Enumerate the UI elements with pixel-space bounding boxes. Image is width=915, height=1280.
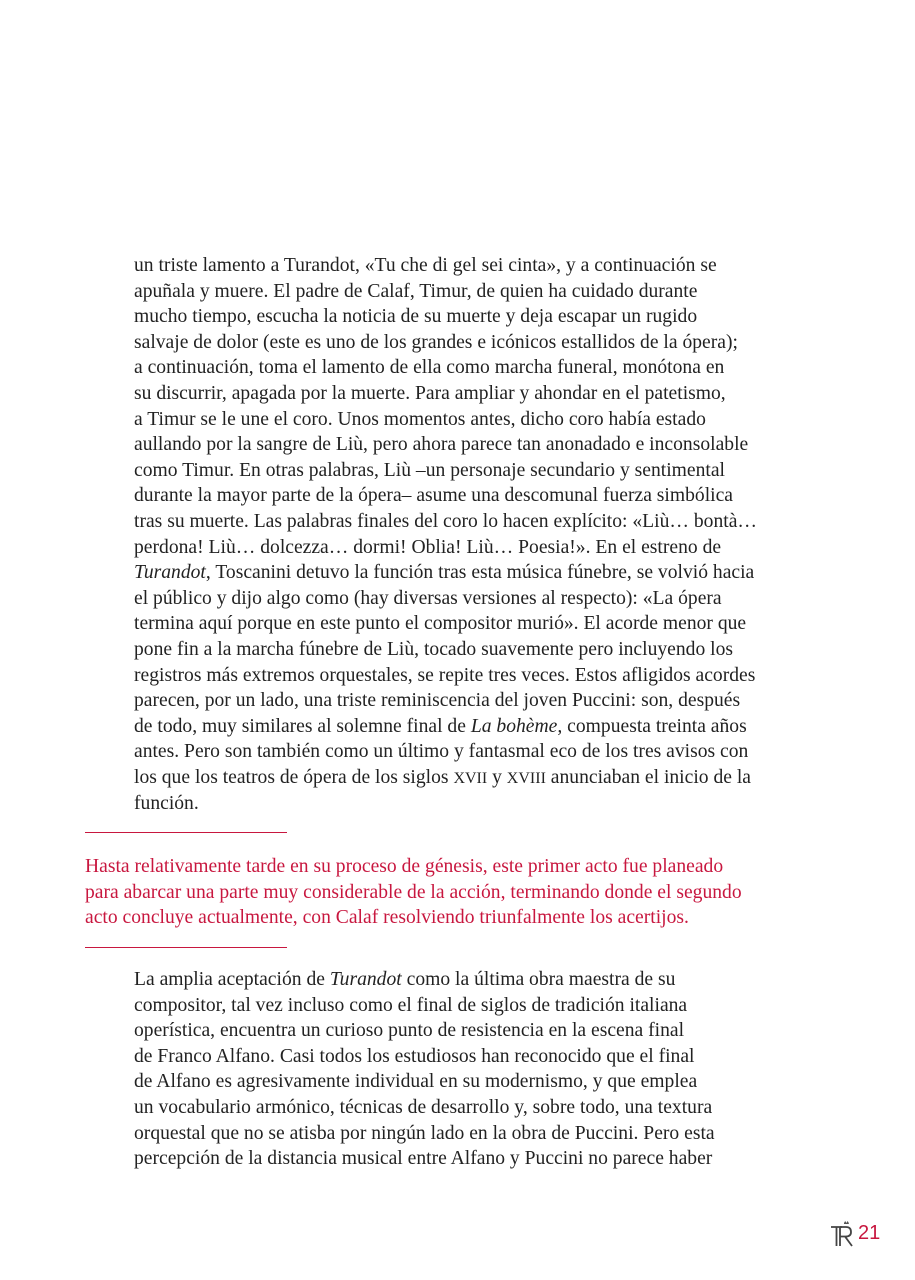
page-number: 21 xyxy=(858,1222,881,1244)
pullquote-top-rule xyxy=(85,832,287,833)
italic-title: La bohème, xyxy=(470,715,563,737)
text-line: un vocabulario armónico, técnicas de desarrollo y, sobre todo, una textura xyxy=(134,1096,713,1118)
text-fragment: La amplia aceptación de xyxy=(134,969,330,990)
century-numeral: XVIII xyxy=(506,769,546,787)
page-footer xyxy=(830,1218,890,1248)
text-line xyxy=(134,967,804,993)
teatro-real-logo-icon xyxy=(830,1220,856,1248)
text-line: registros más extremos orquestales, se repite tres veces. Estos afligidos acordes xyxy=(134,664,756,686)
text-line: de Alfano es agresivamente individual en su modernismo, y que emplea xyxy=(134,1071,698,1093)
text-fragment: los que los teatros de ópera de los siglos xyxy=(134,766,454,788)
text-line: su discurrir, apagada por la muerte. Para ampliar y ahondar en el patetismo, xyxy=(134,382,726,404)
text-fragment: compuesta treinta años xyxy=(562,715,747,737)
text-line: orquestal que no se atisba por ningún lado en la obra de Puccini. Pero esta xyxy=(134,1122,715,1144)
text-line: operística, encuentra un curioso punto de resistencia en la escena final xyxy=(134,1020,685,1042)
body-paragraph xyxy=(134,967,804,1172)
text-line xyxy=(134,560,804,586)
text-line: aullando por la sangre de Liù, pero ahora parece tan anonadado e inconsolable xyxy=(134,434,749,456)
text-line: percepción de la distancia musical entre Alfano y Puccini no parece haber xyxy=(134,1148,713,1170)
text-line: el público y dijo algo como (hay diversas versiones al respecto): «La ópera xyxy=(134,587,722,609)
text-line: perdona! Liù… dolcezza… dormi! Oblia! Liù… Poesia!». En el estreno de xyxy=(134,536,722,558)
text-line: pone fin a la marcha fúnebre de Liù, tocado suavemente pero incluyendo los xyxy=(134,638,734,660)
pullquote-line: para abarcar una parte muy considerable de la acción, terminando donde el segundo xyxy=(85,881,742,903)
text-line: mucho tiempo, escucha la noticia de su muerte y deja escapar un rugido xyxy=(134,306,698,328)
text-line: termina aquí porque en este punto el compositor murió». El acorde menor que xyxy=(134,613,747,635)
text-line xyxy=(134,765,804,792)
text-fragment: como la última obra maestra de su xyxy=(401,969,676,990)
text-fragment: , Toscanini detuvo la función tras esta música fúnebre, se volvió hacia xyxy=(205,562,755,584)
pullquote-line: Hasta relativamente tarde en su proceso de génesis, este primer acto fue planeado xyxy=(85,856,724,877)
pullquote xyxy=(85,854,785,931)
text-line: durante la mayor parte de la ópera– asume una descomunal fuerza simbólica xyxy=(134,485,733,507)
body-paragraph xyxy=(134,253,804,817)
text-line: función. xyxy=(134,793,199,815)
text-line xyxy=(134,714,804,740)
text-line: a continuación, toma el lamento de ella como marcha funeral, monótona en xyxy=(134,357,725,379)
text-line: tras su muerte. Las palabras finales del coro lo hacen explícito: «Liù… bontà… xyxy=(134,510,757,532)
text-fragment: de todo, muy similares al solemne final de xyxy=(134,715,471,737)
text-line: como Timur. En otras palabras, Liù –un personaje secundario y sentimental xyxy=(134,459,725,481)
pullquote-line: acto concluye actualmente, con Calaf resolviendo triunfalmente los acertijos. xyxy=(85,907,689,929)
text-line: salvaje de dolor (este es uno de los grandes e icónicos estallidos de la ópera); xyxy=(134,331,738,353)
century-numeral: XVII xyxy=(453,769,488,787)
italic-title: Turandot xyxy=(134,562,206,584)
text-fragment: anunciaban el inicio de la xyxy=(545,766,751,788)
text-line: a Timur se le une el coro. Unos momentos antes, dicho coro había estado xyxy=(134,408,706,430)
text-line: un triste lamento a Turandot, «Tu che di gel sei cinta», y a continuación se xyxy=(134,255,717,276)
italic-title: Turandot xyxy=(329,969,402,990)
text-line: antes. Pero son también como un último y fantasmal eco de los tres avisos con xyxy=(134,741,749,763)
text-line: de Franco Alfano. Casi todos los estudiosos han reconocido que el final xyxy=(134,1045,695,1067)
pullquote-bottom-rule xyxy=(85,947,287,948)
text-line: parecen, por un lado, una triste reminiscencia del joven Puccini: son, después xyxy=(134,690,741,712)
text-line: compositor, tal vez incluso como el final de siglos de tradición italiana xyxy=(134,994,688,1016)
text-line: apuñala y muere. El padre de Calaf, Timur, de quien ha cuidado durante xyxy=(134,280,698,302)
text-fragment: y xyxy=(487,766,507,788)
